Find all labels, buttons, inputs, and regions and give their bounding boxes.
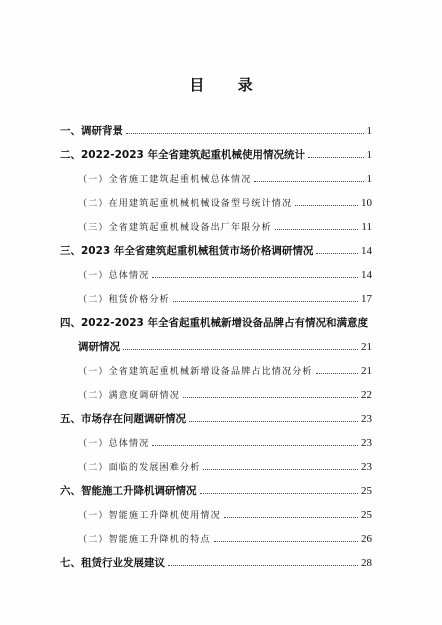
toc-page-number: 14 xyxy=(361,245,372,257)
toc-entry-label: （一）全省施工建筑起重机械总体情况 xyxy=(78,175,252,185)
toc-entry-label: （二）租赁价格分析 xyxy=(78,295,170,305)
toc-entry[interactable] xyxy=(60,556,372,570)
toc-entry[interactable] xyxy=(60,148,372,162)
dot-leader xyxy=(308,156,364,158)
dot-leader xyxy=(152,444,358,446)
toc-entry[interactable] xyxy=(60,484,372,498)
toc-page-number: 25 xyxy=(361,509,372,521)
toc-entry[interactable] xyxy=(60,412,372,426)
toc-page-number: 23 xyxy=(361,413,372,425)
toc-entry-label: （二）面临的发展困难分析 xyxy=(78,463,201,473)
toc-page-number: 21 xyxy=(361,341,372,353)
toc-page-number: 23 xyxy=(361,437,372,449)
dot-leader xyxy=(168,564,358,566)
dot-leader xyxy=(183,396,358,398)
toc-entry-label: 三、2023 年全省建筑起重机械租赁市场价格调研情况 xyxy=(60,245,314,257)
toc-entry-label: 二、2022-2023 年全省建筑起重机械使用情况统计 xyxy=(60,149,305,161)
dot-leader xyxy=(295,204,358,206)
toc-entry-continuation[interactable] xyxy=(78,340,372,354)
toc-page-number: 22 xyxy=(361,389,372,401)
toc-page-number: 26 xyxy=(361,533,372,545)
dot-leader xyxy=(152,276,358,278)
dot-leader xyxy=(224,516,358,518)
toc-entry-label: （一）全省建筑起重机械新增设备品牌占比情况分析 xyxy=(78,367,313,377)
toc-subentry[interactable] xyxy=(78,532,372,547)
toc-entry[interactable] xyxy=(60,124,372,138)
toc-page-number: 10 xyxy=(361,197,372,209)
toc-entry-label: （二）满意度调研情况 xyxy=(78,391,181,401)
toc-subentry[interactable] xyxy=(78,436,372,451)
toc-entry-label: （一）总体情况 xyxy=(78,271,150,281)
toc-subentry[interactable] xyxy=(78,508,372,523)
toc-page-number: 11 xyxy=(361,221,372,233)
dot-leader xyxy=(203,468,358,470)
dot-leader xyxy=(316,252,358,254)
toc-page-number: 14 xyxy=(361,269,372,281)
toc-entry-label: （二）智能施工升降机的特点 xyxy=(78,535,211,545)
toc-entry[interactable] xyxy=(60,244,372,258)
dot-leader xyxy=(275,228,359,230)
toc-entry-label: （二）在用建筑起重机械机械设备型号统计情况 xyxy=(78,199,293,209)
dot-leader xyxy=(254,180,363,182)
dot-leader xyxy=(123,348,358,350)
toc-page-number: 28 xyxy=(361,557,372,569)
toc-page-number: 25 xyxy=(361,485,372,497)
dot-leader xyxy=(189,420,358,422)
toc-entry-label: （一）总体情况 xyxy=(78,439,150,449)
toc-title: 目 录 xyxy=(189,76,267,94)
toc-subentry[interactable] xyxy=(78,268,372,283)
toc-page-number: 17 xyxy=(361,293,372,305)
toc-entry-label: 一、调研背景 xyxy=(60,125,123,137)
toc-subentry[interactable] xyxy=(78,460,372,475)
toc-subentry[interactable] xyxy=(78,172,372,187)
toc-entry-label: 五、市场存在问题调研情况 xyxy=(60,413,186,425)
toc-entry-label-line2: 调研情况 xyxy=(78,341,120,353)
dot-leader xyxy=(214,540,358,542)
toc-subentry[interactable] xyxy=(78,292,372,307)
toc-subentry[interactable] xyxy=(78,364,372,379)
toc-page-number: 1 xyxy=(366,125,372,137)
dot-leader xyxy=(173,300,358,302)
toc-page-number: 1 xyxy=(366,149,372,161)
toc-subentry[interactable] xyxy=(78,220,372,235)
toc-subentry[interactable] xyxy=(78,196,372,211)
dot-leader xyxy=(126,132,364,134)
toc-page-number: 1 xyxy=(366,173,372,185)
toc-page-number: 21 xyxy=(361,365,372,377)
toc-entry-label: （一）智能施工升降机使用情况 xyxy=(78,511,221,521)
dot-leader xyxy=(316,372,358,374)
toc-entry-label-line1[interactable]: 四、2022-2023 年全省起重机械新增设备品牌占有情况和满意度 xyxy=(60,317,368,329)
toc-entry-label: （三）全省建筑起重机械设备出厂年限分析 xyxy=(78,223,272,233)
toc-page-number: 23 xyxy=(361,461,372,473)
dot-leader xyxy=(200,492,359,494)
toc-subentry[interactable] xyxy=(78,388,372,403)
toc-entry-label: 七、租赁行业发展建议 xyxy=(60,557,165,569)
toc-entry-label: 六、智能施工升降机调研情况 xyxy=(60,485,197,497)
